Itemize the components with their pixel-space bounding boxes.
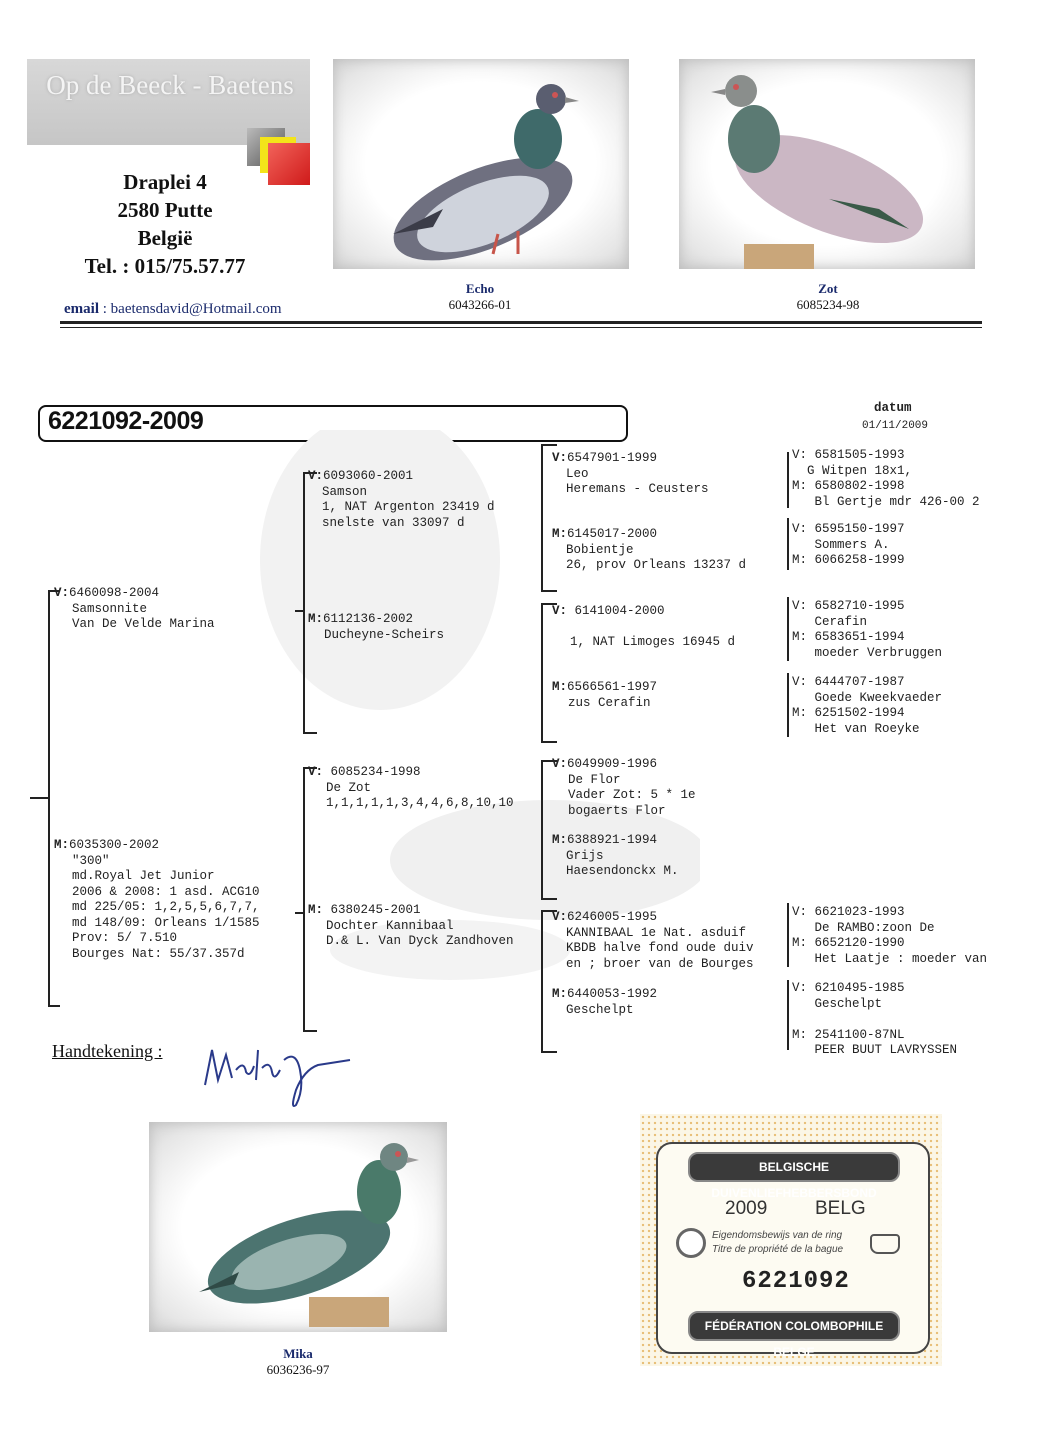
caption-zot bbox=[768, 281, 888, 313]
loft-name: Op de Beeck - Baetens bbox=[46, 70, 294, 100]
gen4-bracket-4 bbox=[787, 673, 789, 737]
handwritten-signature bbox=[200, 1030, 360, 1110]
address-city: 2580 Putte bbox=[117, 198, 213, 222]
gen3-entry-6: M:6388921-1994 Grijs Haesendonckx M. bbox=[552, 833, 679, 878]
caption-mika-ring: 6036236-97 bbox=[266, 1362, 330, 1377]
ring-card-line2: Titre de propriété de la bague bbox=[712, 1244, 844, 1255]
gen3-entry-7: V:6246005-1995 KANNIBAAL 1e Nat. asduif KBDB halve fond oude duiv en ; broer van de Bourges bbox=[552, 910, 754, 971]
sire-entry: V:6460098-2004 Samsonnite Van De Velde Marina bbox=[54, 586, 215, 631]
gen3a-bracket-top bbox=[541, 444, 557, 446]
gen3b-bracket bbox=[541, 603, 543, 743]
crown-icon bbox=[870, 1234, 900, 1254]
gen3a-bracket bbox=[541, 444, 543, 592]
gen3b-bracket-bottom bbox=[541, 741, 557, 743]
gen3-entry-5: V:6049909-1996 De Flor Vader Zot: 5 * 1e bogaerts Flor bbox=[552, 757, 696, 818]
ring-hole-icon bbox=[676, 1228, 706, 1258]
gen2-sire-dam: M:6112136-2002 Ducheyne-Scheirs bbox=[308, 612, 445, 642]
gen4-pair-6: V: 6210495-1985 Geschelpt M: 2541100-87NL PEER BUUT LAVRYSSEN bbox=[792, 981, 958, 1057]
caption-mika-name: Mika bbox=[283, 1346, 313, 1361]
gen3-entry-2: M:6145017-2000 Bobientje 26, prov Orleans 13237 d bbox=[552, 527, 747, 572]
gen2a-bracket-bottom bbox=[303, 732, 317, 734]
photo-echo bbox=[333, 59, 629, 269]
gen4-bracket-5 bbox=[787, 903, 789, 967]
gen3d-bracket bbox=[541, 910, 543, 1053]
photo-zot bbox=[679, 59, 975, 269]
dam-entry: M:6035300-2002 "300" md.Royal Jet Junior 2006 & 2008: 1 asd. ACG10 md 225/05: 1,2,5,5,6,7,7, md 148/09: Orleans 1/1585 Prov: 5/ 7.510 Bourges Nat: 55/37.357d bbox=[54, 838, 260, 961]
gen4-pair-3: V: 6582710-1995 Cerafin M: 6583651-1994 moeder Verbruggen bbox=[792, 599, 943, 660]
gen4-pair-4: V: 6444707-1987 Goede Kweekvaeder M: 6251502-1994 Het van Roeyke bbox=[792, 675, 943, 736]
gen2-sire-sire: V:6093060-2001 Samson 1, NAT Argenton 23419 d snelste van 33097 d bbox=[308, 469, 495, 530]
date-label: datum bbox=[874, 401, 912, 415]
header-divider-top bbox=[60, 321, 982, 324]
ring-card-top-banner: BELGISCHE DUIVENLIEFHEBBERSBOND bbox=[688, 1152, 900, 1182]
gen4-pair-1: V: 6581505-1993 G Witpen 18x1, M: 6580802-1998 Bl Gertje mdr 426-00 2 bbox=[792, 448, 980, 509]
caption-zot-ring: 6085234-98 bbox=[796, 297, 860, 312]
gen2b-bracket bbox=[303, 767, 305, 1032]
gen4-pair-5: V: 6621023-1993 De RAMBO:zoon De M: 6652120-1990 Het Laatje : moeder van bbox=[792, 905, 988, 966]
ring-card-number: 6221092 bbox=[742, 1268, 850, 1295]
gen4-bracket-2 bbox=[787, 518, 789, 570]
caption-echo bbox=[420, 281, 540, 313]
caption-zot-name: Zot bbox=[818, 281, 838, 296]
gen3d-bracket-bottom bbox=[541, 1051, 557, 1053]
gen4-pair-2: V: 6595150-1997 Sommers A. M: 6066258-1999 bbox=[792, 522, 905, 567]
gen3-entry-1: V:6547901-1999 Leo Heremans - Ceusters bbox=[552, 451, 709, 496]
gen4-bracket-3 bbox=[787, 597, 789, 661]
email-label: email bbox=[64, 301, 99, 317]
gen2a-tick bbox=[295, 610, 303, 612]
caption-mika bbox=[238, 1346, 358, 1378]
gen2-dam-dam: M: 6380245-2001 Dochter Kannibaal D.& L. Van Dyck Zandhoven bbox=[308, 903, 514, 948]
gen3-entry-3: V: 6141004-2000 1, NAT Limoges 16945 d bbox=[552, 604, 736, 649]
pigeon-echo-image bbox=[333, 59, 629, 269]
date-value: 01/11/2009 bbox=[862, 420, 929, 432]
ring-card-line1: Eigendomsbewijs van de ring bbox=[712, 1230, 843, 1241]
pigeon-mika-image bbox=[149, 1122, 447, 1332]
gen2-dam-sire: V: 6085234-1998 De Zot 1,1,1,1,1,3,4,4,6,8,10,10 bbox=[308, 765, 514, 810]
gen1-bracket bbox=[48, 590, 50, 1007]
address-street: Draplei 4 bbox=[123, 170, 207, 194]
gen3c-bracket-bottom bbox=[541, 898, 557, 900]
gen3-entry-8: M:6440053-1992 Geschelpt bbox=[552, 987, 658, 1017]
email-address[interactable]: : baetensdavid@Hotmail.com bbox=[102, 301, 282, 317]
photo-mika bbox=[149, 1122, 447, 1332]
ring-card-bottom-banner: FÉDÉRATION COLOMBOPHILE BELGE bbox=[688, 1311, 900, 1341]
phone-number: Tel. : 015/75.57.77 bbox=[84, 254, 246, 278]
caption-echo-name: Echo bbox=[465, 281, 495, 296]
gen1-bracket-bottom bbox=[48, 1005, 60, 1007]
address-country: België bbox=[137, 226, 193, 250]
ring-card-year: 2009 bbox=[725, 1198, 768, 1219]
gen2b-tick bbox=[295, 912, 303, 914]
ring-card-country: BELG bbox=[815, 1198, 866, 1219]
gen4-bracket-1 bbox=[787, 452, 789, 508]
gen3a-bracket-bottom bbox=[541, 590, 557, 592]
subject-connector bbox=[30, 797, 48, 799]
signature-label: Handtekening : bbox=[52, 1041, 163, 1061]
pigeon-zot-image bbox=[679, 59, 975, 269]
gen3-entry-4: M:6566561-1997 zus Cerafin bbox=[552, 680, 658, 710]
gen2a-bracket bbox=[303, 472, 305, 734]
header-divider-bottom bbox=[60, 327, 982, 328]
logo-square-red bbox=[268, 143, 310, 185]
email-line bbox=[64, 301, 282, 318]
caption-echo-ring: 6043266-01 bbox=[448, 297, 512, 312]
pedigree-ring-number: 6221092-2009 bbox=[48, 407, 204, 435]
gen4-bracket-6 bbox=[787, 980, 789, 1050]
gen3c-bracket bbox=[541, 760, 543, 900]
